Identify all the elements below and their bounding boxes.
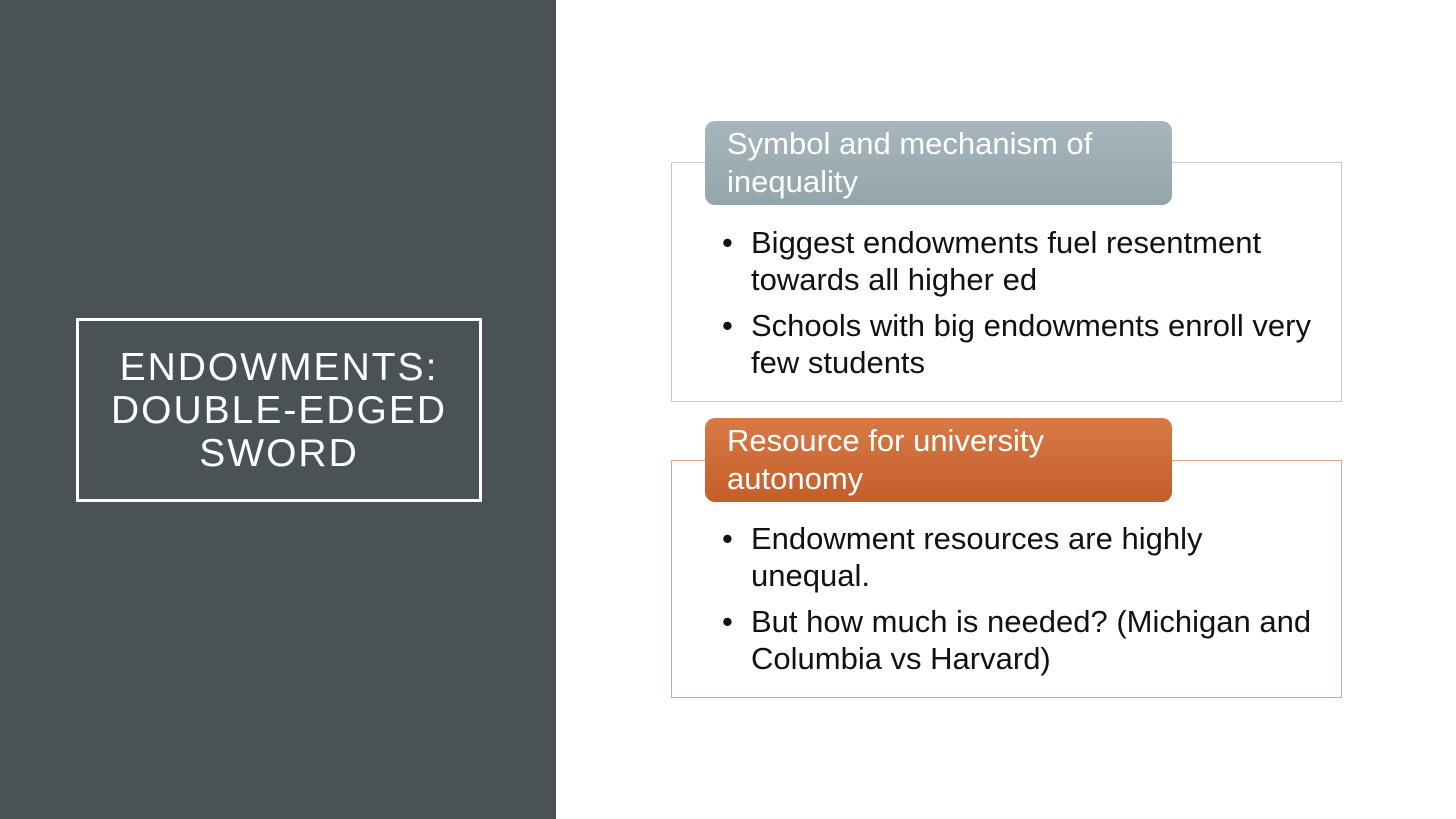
title-box bbox=[76, 318, 482, 502]
bullet-text: Endowment resources are highly unequal. bbox=[751, 521, 1203, 593]
list-item bbox=[722, 520, 1322, 594]
list-item bbox=[722, 603, 1322, 677]
section-autonomy-header: Resource for university autonomy bbox=[705, 418, 1172, 502]
section-inequality-bullets bbox=[722, 224, 1322, 390]
section-inequality-header: Symbol and mechanism of inequality bbox=[705, 121, 1172, 205]
left-panel bbox=[0, 0, 556, 819]
list-item bbox=[722, 224, 1322, 298]
bullet-icon: • bbox=[722, 225, 733, 260]
bullet-text: Biggest endowments fuel resentment towards all higher ed bbox=[751, 225, 1262, 297]
bullet-text: Schools with big endowments enroll very few students bbox=[751, 308, 1311, 380]
section-autonomy-bullets bbox=[722, 520, 1322, 686]
bullet-text: But how much is needed? (Michigan and Columbia vs Harvard) bbox=[751, 604, 1312, 676]
list-item bbox=[722, 307, 1322, 381]
bullet-icon: • bbox=[722, 604, 733, 639]
slide-title: ENDOWMENTS: DOUBLE-EDGED SWORD bbox=[110, 345, 448, 475]
bullet-icon: • bbox=[722, 308, 733, 343]
bullet-icon: • bbox=[722, 521, 733, 556]
